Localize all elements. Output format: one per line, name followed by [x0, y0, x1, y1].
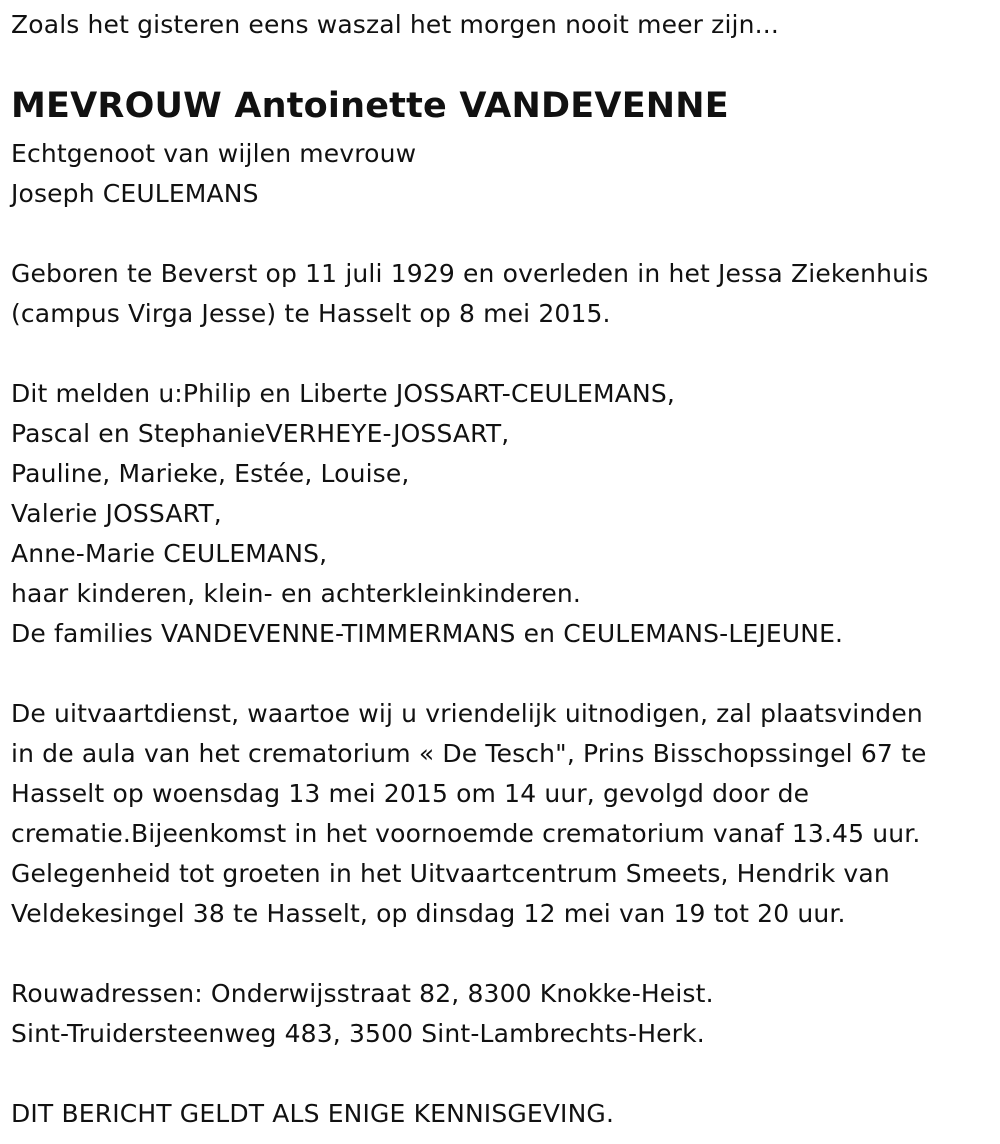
closing-line: DIT BERICHT GELDT ALS ENIGE KENNISGEVING.	[11, 1099, 615, 1128]
family-line: haar kinderen, klein- en achterkleinkinderen.	[11, 579, 581, 608]
birth-death-block	[11, 254, 928, 334]
spouse-block	[11, 134, 416, 214]
family-line: De families VANDEVENNE-TIMMERMANS en CEULEMANS-LEJEUNE.	[11, 619, 844, 648]
deceased-name: MEVROUW Antoinette VANDEVENNE	[11, 86, 729, 126]
address-block	[11, 974, 714, 1054]
service-line: in de aula van het crematorium « De Tesch", Prins Bisschopssingel 67 te	[11, 739, 927, 768]
service-line: Hasselt op woensdag 13 mei 2015 om 14 uur, gevolgd door de	[11, 779, 810, 808]
service-line: Veldekesingel 38 te Hasselt, op dinsdag 12 mei van 19 tot 20 uur.	[11, 899, 846, 928]
birth-death-line: (campus Virga Jesse) te Hasselt op 8 mei 2015.	[11, 299, 611, 328]
family-line: Pauline, Marieke, Estée, Louise,	[11, 459, 410, 488]
service-line: De uitvaartdienst, waartoe wij u vriendelijk uitnodigen, zal plaatsvinden	[11, 699, 923, 728]
intro-quote: Zoals het gisteren eens waszal het morgen nooit meer zijn...	[11, 10, 779, 39]
birth-death-line: Geboren te Beverst op 11 juli 1929 en overleden in het Jessa Ziekenhuis	[11, 259, 929, 288]
address-line: Sint-Truidersteenweg 483, 3500 Sint-Lambrechts-Herk.	[11, 1019, 705, 1048]
family-line: Pascal en StephanieVERHEYE-JOSSART,	[11, 419, 510, 448]
service-line: Gelegenheid tot groeten in het Uitvaartcentrum Smeets, Hendrik van	[11, 859, 890, 888]
family-block	[11, 374, 843, 654]
spouse-line: Joseph CEULEMANS	[11, 179, 259, 208]
service-line: crematie.Bijeenkomst in het voornoemde crematorium vanaf 13.45 uur.	[11, 819, 921, 848]
address-line: Rouwadressen: Onderwijsstraat 82, 8300 Knokke-Heist.	[11, 979, 714, 1008]
spouse-line: Echtgenoot van wijlen mevrouw	[11, 139, 417, 168]
family-line: Dit melden u:Philip en Liberte JOSSART-CEULEMANS,	[11, 379, 675, 408]
service-block	[11, 694, 927, 934]
family-line: Valerie JOSSART,	[11, 499, 222, 528]
family-line: Anne-Marie CEULEMANS,	[11, 539, 328, 568]
closing-notice	[11, 1094, 614, 1134]
